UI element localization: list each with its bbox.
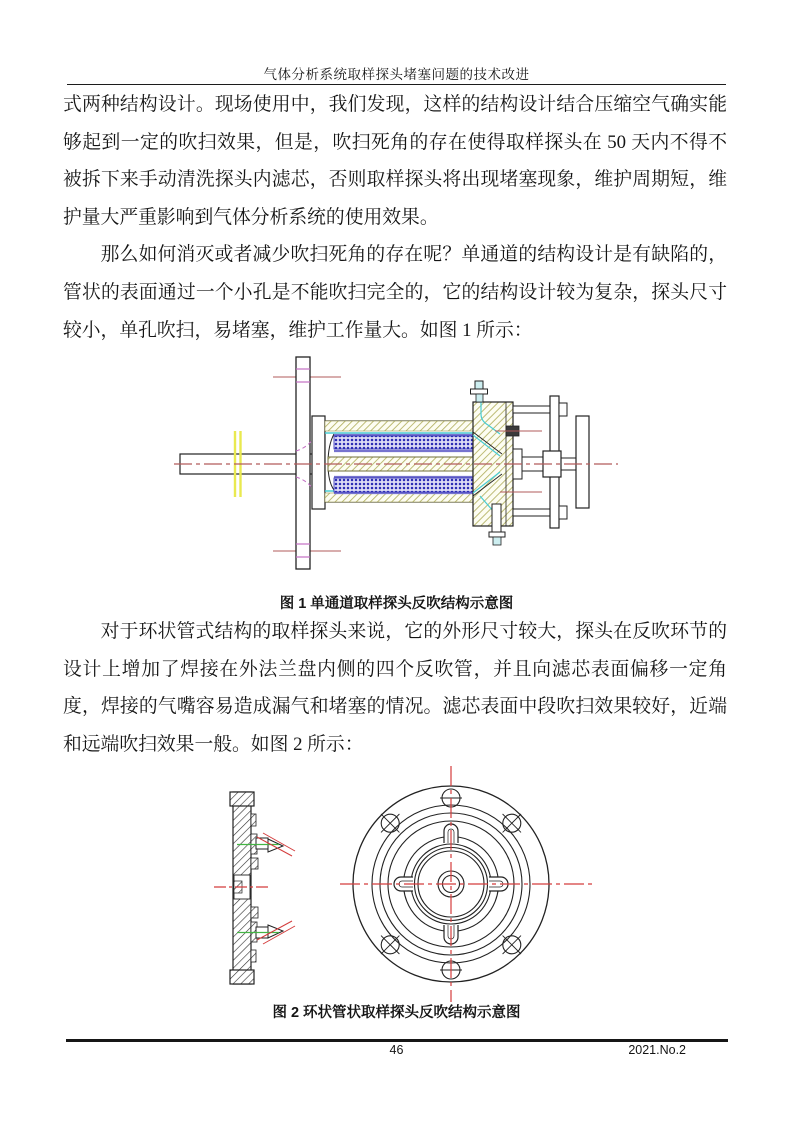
paragraph-3: 对于环状管式结构的取样探头来说，它的外形尺寸较大，探头在反吹环节的设计上增加了焊接在外法兰盘内侧的四个反吹管，并且向滤芯表面偏移一定角度，焊接的气嘴容易造成漏气和堵塞的情况。滤芯表面中段吹扫效果较好，近端和远端吹扫效果一般。如图 2 所示： <box>63 621 727 755</box>
issue-label: 2021.No.2 <box>628 1043 686 1057</box>
probe-section-drawing <box>150 354 650 588</box>
flange-views-drawing <box>190 762 610 1005</box>
figure1-caption: 图 1 单通道取样探头反吹结构示意图 <box>279 596 514 612</box>
footer-rule <box>66 1039 728 1042</box>
header-rule <box>67 84 726 85</box>
paragraph-1: 式两种结构设计。现场使用中，我们发现，这样的结构设计结合压缩空气确实能够起到一定的吹扫效果，但是，吹扫死角的存在使得取样探头在 50 天内不得不被拆下来手动清洗探头内滤芯，否则取样探头将出现堵塞现象，维护周期短，维护量大严重影响到气体分析系统的使用效果。 <box>63 94 727 228</box>
crosshair-centerlines <box>340 766 593 1002</box>
page-number: 46 <box>389 1043 404 1057</box>
paragraph-2: 那么如何消灭或者减少吹扫死角的存在呢？单通道的结构设计是有缺陷的，管状的表面通过一个小孔是不能吹扫完全的，它的结构设计较为复杂，探头尺寸较小，单孔吹扫，易堵塞，维护工作量大。如图 1 所示： <box>63 244 727 341</box>
purge-nozzle-top <box>471 381 488 402</box>
figure2-drawing <box>190 762 610 1005</box>
flange-section-view <box>214 792 270 984</box>
figure1-drawing <box>150 354 650 588</box>
page-header-title: 气体分析系统取样探头堵塞问题的技术改进 <box>263 67 530 82</box>
end-plate <box>576 416 589 508</box>
probe-front-cap <box>312 416 325 509</box>
figure2-caption: 图 2 环状管状取样探头反吹结构示意图 <box>272 1005 521 1021</box>
body-text-top <box>63 86 727 349</box>
body-text-bottom <box>63 613 727 763</box>
